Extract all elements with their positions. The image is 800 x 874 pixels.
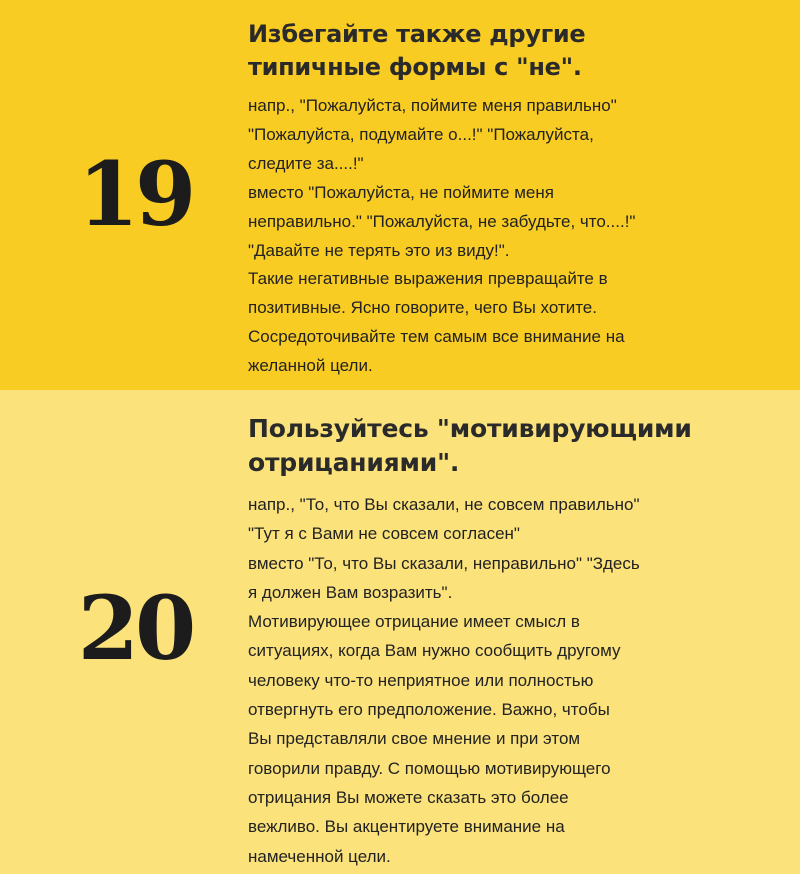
tip-19-section xyxy=(0,0,800,390)
tip-body-line: напр., "То, что Вы сказали, не совсем правильно" xyxy=(248,495,640,514)
tip-body-line: Мотивирующее отрицание имеет смысл в xyxy=(248,612,580,632)
tip-body-line: человеку что-то неприятное или полностью xyxy=(248,670,594,690)
tip-title xyxy=(248,412,768,480)
tip-body-line: вежливо. Вы акцентируете внимание на xyxy=(248,817,565,837)
tip-body xyxy=(248,490,768,871)
tip-title xyxy=(248,18,768,84)
tip-number: 19 xyxy=(77,142,193,246)
tip-body-line: я должен Вам возразить". xyxy=(248,582,453,602)
tip-body-line: "Пожалуйста, подумайте о...!" "Пожалуйста, xyxy=(248,124,594,144)
tip-body-line: следите за....!" xyxy=(248,153,364,173)
tip-body-line: желанной цели. xyxy=(248,356,373,376)
tip-body-line: ситуациях, когда Вам нужно сообщить другому xyxy=(248,641,621,661)
tip-body-line: вместо "Пожалуйста, не поймите меня xyxy=(248,182,554,202)
tip-body-line: Вы представляли свое мнение и при этом xyxy=(248,729,581,749)
tip-body-line: неправильно." "Пожалуйста, не забудьте, что....!" xyxy=(248,211,636,231)
tip-body-line: вместо "То, что Вы сказали, неправильно" "Здесь xyxy=(248,553,640,573)
tip-body-line: позитивные. Ясно говорите, чего Вы хотите. xyxy=(248,298,597,318)
tip-body-line: напр., "Пожалуйста, поймите меня правильно" xyxy=(248,96,617,115)
tip-content xyxy=(248,412,768,871)
tip-title-line: Избегайте также другие xyxy=(248,20,586,48)
tip-body-line: говорили правду. С помощью мотивирующего xyxy=(248,758,611,778)
tip-body-line: намеченной цели. xyxy=(248,846,391,866)
tip-20-section xyxy=(0,390,800,874)
tip-content xyxy=(248,18,768,381)
tip-body xyxy=(248,92,768,381)
tip-body-line: "Давайте не терять это из виду!". xyxy=(248,240,510,260)
tip-body-line: отрицания Вы можете сказать это более xyxy=(248,787,569,807)
tip-title-line: типичные формы с "не". xyxy=(248,53,582,81)
tip-number: 20 xyxy=(77,576,193,680)
tip-body-line: Сосредоточивайте тем самым все внимание на xyxy=(248,327,625,347)
tip-body-line: отвергнуть его предположение. Важно, чтобы xyxy=(248,700,610,720)
tip-body-line: "Тут я с Вами не совсем согласен" xyxy=(248,524,520,544)
tip-title-line: Пользуйтесь "мотивирующими xyxy=(248,414,692,443)
tip-body-line: Такие негативные выражения превращайте в xyxy=(248,269,608,289)
tip-title-line: отрицаниями". xyxy=(248,448,460,477)
